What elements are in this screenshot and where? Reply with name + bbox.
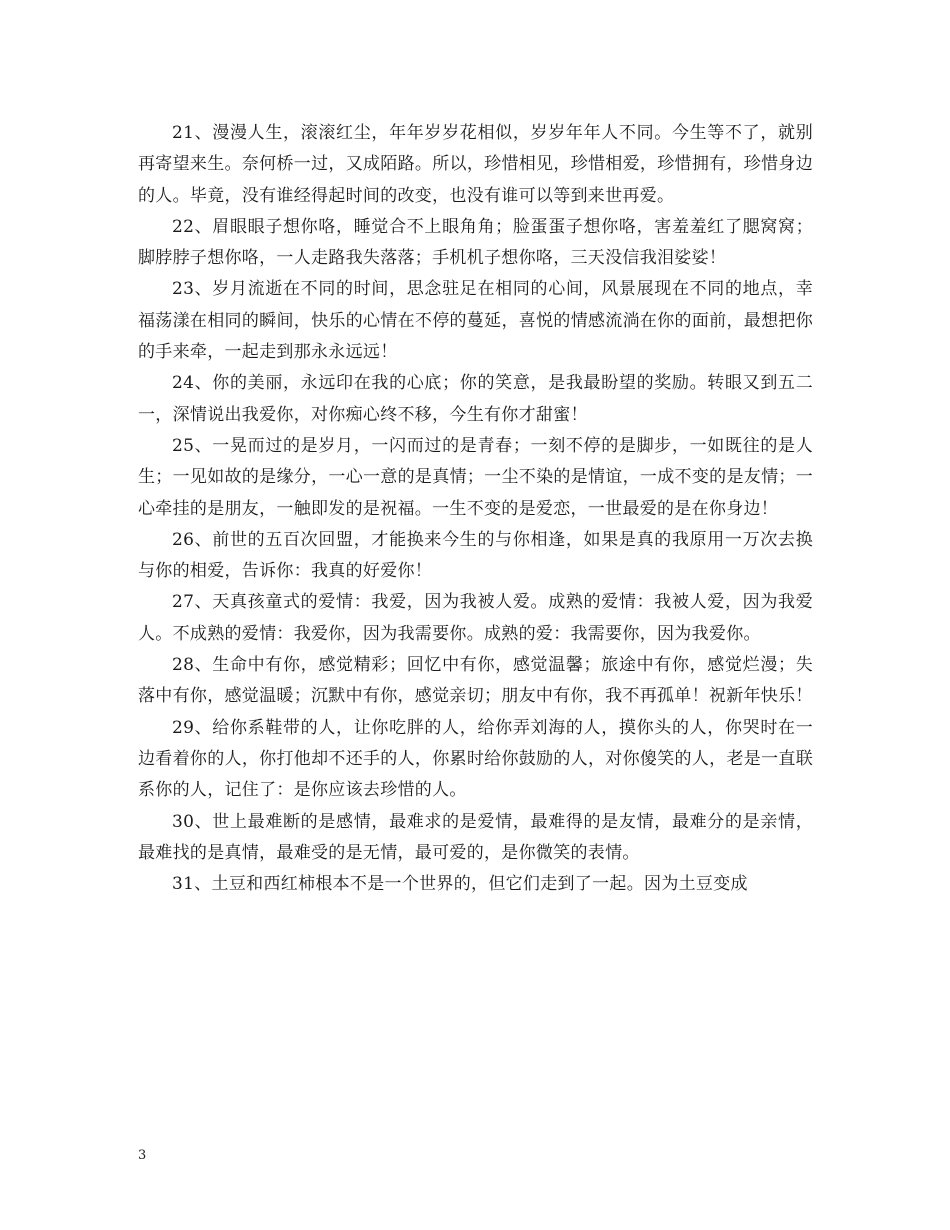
paragraph-22: 22、眉眼眼子想你咯，睡觉合不上眼角角；脸蛋蛋子想你咯，害羞羞红了腮窝窝；脚脖脖子想你咯，一人走路我失落落；手机机子想你咯，三天没信我泪娑娑！	[138, 216, 813, 269]
paragraph-31: 31、土豆和西红柿根本不是一个世界的，但它们走到了一起。因为土豆变成	[172, 874, 748, 895]
paragraph-28: 28、生命中有你，感觉精彩；回忆中有你，感觉温馨；旅途中有你，感觉烂漫；失落中有你，感觉温暖；沉默中有你，感觉亲切；朋友中有你，我不再孤单！祝新年快乐！	[138, 655, 813, 707]
paragraph-23: 23、岁月流逝在不同的时间，思念驻足在相同的心间，风景展现在不同的地点，幸福荡漾在相同的瞬间，快乐的心情在不停的蔓延，喜悦的情感流淌在你的面前，最想把你的手来牵，一起走到那永永远远！	[138, 279, 813, 363]
paragraph-29: 29、给你系鞋带的人，让你吃胖的人，给你弄刘海的人，摸你头的人，你哭时在一边看着你的人，你打他却不还手的人，你累时给你鼓励的人，对你傻笑的人，老是一直联系你的人，记住了：是你应该去珍惜的人。	[138, 717, 813, 801]
paragraph-26: 26、前世的五百次回盟，才能换来今生的与你相逢，如果是真的我原用一万次去换与你的相爱，告诉你：我真的好爱你！	[138, 529, 813, 582]
paragraph-24: 24、你的美丽，永远印在我的心底；你的笑意，是我最盼望的奖励。转眼又到五二一，深情说出我爱你，对你痴心终不移，今生有你才甜蜜！	[138, 373, 813, 425]
paragraph-30: 30、世上最难断的是感情，最难求的是爱情，最难得的是友情，最难分的是亲情，最难找的是真情，最难受的是无情，最可爱的，是你微笑的表情。	[138, 811, 813, 863]
paragraph-27: 27、天真孩童式的爱情：我爱，因为我被人爱。成熟的爱情：我被人爱，因为我爱人。不成熟的爱情：我爱你，因为我需要你。成熟的爱：我需要你，因为我爱你。	[138, 592, 813, 644]
paragraph-25: 25、一晃而过的是岁月，一闪而过的是青春；一刻不停的是脚步，一如既往的是人生；一见如故的是缘分，一心一意的是真情；一尘不染的是情谊，一成不变的是友情；一心牵挂的是朋友，一触即发的是祝福。一生不变的是爱恋，一世最爱的是在你身边！	[138, 435, 813, 519]
page-number: 3	[138, 1148, 147, 1163]
paragraph-21: 21、漫漫人生，滚滚红尘，年年岁岁花相似，岁岁年年人不同。今生等不了，就别再寄望来生。奈何桥一过，又成陌路。所以，珍惜相见，珍惜相爱，珍惜拥有，珍惜身边的人。毕竟，没有谁经得起时间的改变，也没有谁可以等到来世再爱。	[138, 123, 813, 206]
document-body	[138, 118, 813, 900]
